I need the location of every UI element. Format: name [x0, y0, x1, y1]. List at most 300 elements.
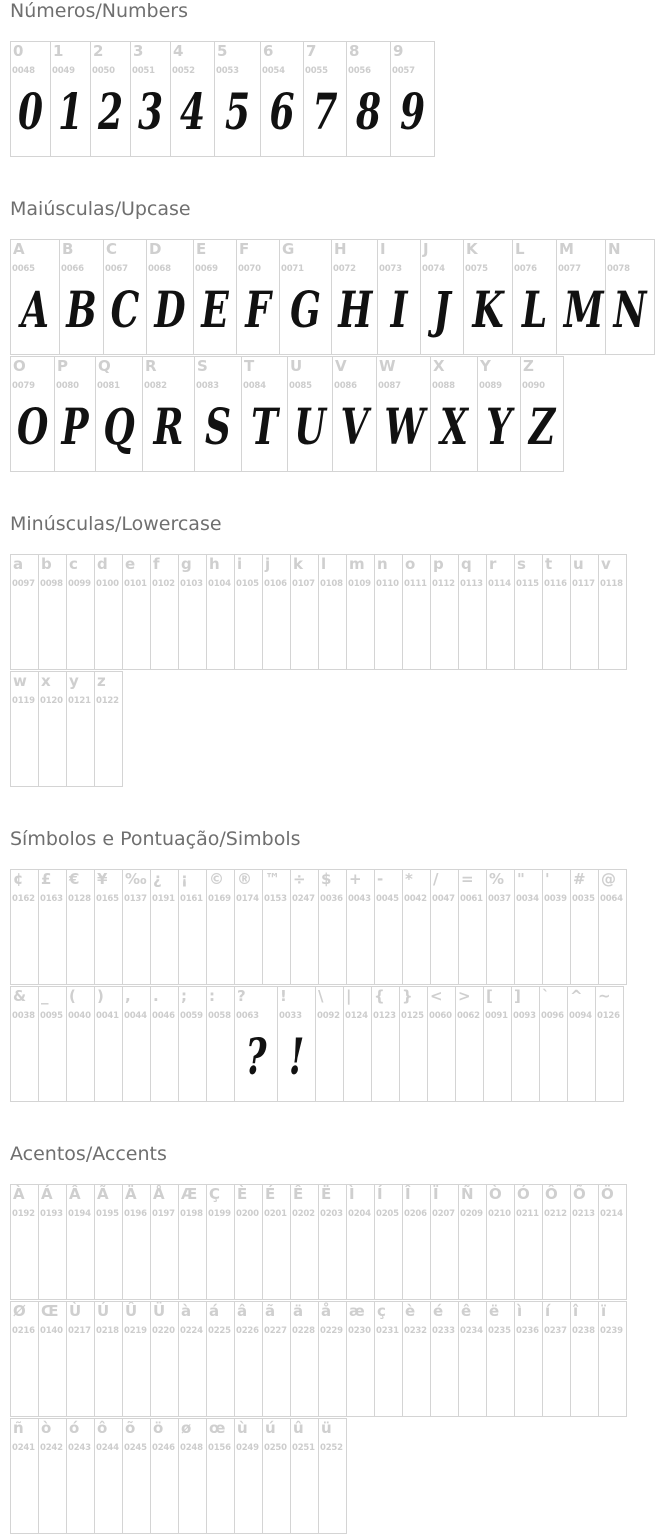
character-label: ¿ [153, 870, 162, 888]
character-code: 0092 [317, 1011, 340, 1021]
glyph-cell [10, 1184, 39, 1300]
character-code: 0034 [516, 894, 539, 904]
glyph-cell [94, 986, 123, 1102]
character-label: O [13, 357, 26, 375]
glyph-cell [290, 1184, 319, 1300]
character-code: 0248 [180, 1443, 203, 1453]
glyph-cell [103, 239, 147, 355]
glyph-cell [402, 554, 431, 670]
character-code: 0227 [264, 1326, 287, 1336]
character-label: È [237, 1185, 248, 1203]
font-glyph-preview: Z [528, 397, 556, 456]
character-code: 0105 [236, 579, 259, 589]
character-label: ó [69, 1419, 80, 1437]
character-code: 0198 [180, 1209, 203, 1219]
character-label: à [181, 1302, 192, 1320]
character-label: X [433, 357, 445, 375]
glyph-cell [38, 554, 67, 670]
character-label: Í [377, 1185, 383, 1203]
character-label: > [458, 987, 471, 1005]
glyph-cell [318, 554, 347, 670]
glyph-cell [94, 671, 123, 787]
character-code: 0239 [600, 1326, 623, 1336]
glyph-cell [178, 986, 207, 1102]
character-code: 0243 [68, 1443, 91, 1453]
glyph-cell [430, 1184, 459, 1300]
character-code: 0099 [68, 579, 91, 589]
character-label: Ç [209, 1185, 221, 1203]
glyph-cell [206, 554, 235, 670]
character-code: 0242 [40, 1443, 63, 1453]
character-label: Å [153, 1185, 165, 1203]
character-label: û [293, 1419, 304, 1437]
character-label: u [573, 555, 584, 573]
character-code: 0064 [600, 894, 623, 904]
glyph-cell [539, 986, 568, 1102]
character-code: 0217 [68, 1326, 91, 1336]
character-label: 6 [263, 42, 274, 60]
glyph-cell [343, 986, 372, 1102]
glyph-cell [150, 554, 179, 670]
glyph-cell [402, 1184, 431, 1300]
character-label: ¥ [97, 870, 108, 888]
character-label: x [41, 672, 51, 690]
glyph-cell [206, 1184, 235, 1300]
character-label: E [196, 240, 207, 258]
character-code: 0046 [152, 1011, 175, 1021]
character-label: A [13, 240, 25, 258]
character-code: 0251 [292, 1443, 315, 1453]
character-label: â [237, 1302, 248, 1320]
glyph-cell [206, 869, 235, 985]
glyph-cell [376, 356, 431, 472]
character-code: 0069 [195, 264, 218, 274]
character-label: ® [237, 870, 252, 888]
character-code: 0100 [96, 579, 119, 589]
character-label: 4 [173, 42, 184, 60]
glyph-cell [122, 986, 151, 1102]
character-code: 0101 [124, 579, 147, 589]
character-label: Õ [573, 1185, 586, 1203]
font-glyph-preview: 6 [269, 82, 295, 141]
character-code: 0220 [152, 1326, 175, 1336]
glyph-cell [234, 1301, 263, 1417]
character-label: æ [349, 1302, 365, 1320]
character-code: 0049 [52, 66, 75, 76]
character-code: 0156 [208, 1443, 231, 1453]
character-code: 0201 [264, 1209, 287, 1219]
character-code: 0211 [516, 1209, 539, 1219]
character-code: 0161 [180, 894, 203, 904]
character-code: 0039 [544, 894, 567, 904]
character-label: ? [237, 987, 246, 1005]
character-code: 0113 [460, 579, 483, 589]
glyph-cell [206, 1301, 235, 1417]
font-glyph-preview: 7 [312, 82, 338, 141]
character-label: G [282, 240, 295, 258]
glyph-cell [390, 41, 435, 157]
character-label: j [265, 555, 271, 573]
glyph-cell [38, 1184, 67, 1300]
glyph-cell [514, 869, 543, 985]
glyph-cell [346, 869, 375, 985]
character-label: i [237, 555, 243, 573]
character-code: 0085 [289, 381, 312, 391]
character-code: 0033 [279, 1011, 302, 1021]
character-label: Ö [601, 1185, 614, 1203]
character-code: 0244 [96, 1443, 119, 1453]
character-label: + [349, 870, 362, 888]
character-code: 0206 [404, 1209, 427, 1219]
character-label: Œ [41, 1302, 59, 1320]
glyph-cell [595, 986, 624, 1102]
character-label: å [321, 1302, 332, 1320]
glyph-cell [430, 869, 459, 985]
character-label: B [62, 240, 74, 258]
font-glyph-preview: E [201, 280, 229, 339]
character-code: 0045 [376, 894, 399, 904]
character-label: = [461, 870, 474, 888]
font-glyph-preview: R [153, 397, 184, 456]
character-label: Æ [181, 1185, 198, 1203]
glyph-cell [514, 1301, 543, 1417]
character-code: 0041 [96, 1011, 119, 1021]
glyph-cell [178, 869, 207, 985]
character-code: 0216 [12, 1326, 35, 1336]
character-label: K [466, 240, 478, 258]
character-code: 0197 [152, 1209, 175, 1219]
glyph-cell [66, 986, 95, 1102]
glyph-cell [10, 671, 39, 787]
character-label: É [265, 1185, 276, 1203]
character-code: 0219 [124, 1326, 147, 1336]
character-code: 0040 [68, 1011, 91, 1021]
glyph-cell [318, 1301, 347, 1417]
character-code: 0071 [281, 264, 304, 274]
glyph-cell [542, 869, 571, 985]
character-code: 0094 [569, 1011, 592, 1021]
character-label: z [97, 672, 106, 690]
glyph-cell [94, 869, 123, 985]
character-code: 0247 [292, 894, 315, 904]
character-code: 0246 [152, 1443, 175, 1453]
glyph-cell [277, 986, 316, 1102]
font-glyph-preview: F [245, 280, 271, 339]
character-label: { [374, 987, 385, 1005]
character-label: £ [41, 870, 52, 888]
glyph-cell [66, 869, 95, 985]
glyph-cell [287, 356, 333, 472]
character-code: 0035 [572, 894, 595, 904]
character-code: 0076 [514, 264, 537, 274]
character-code: 0140 [40, 1326, 63, 1336]
character-label: ò [41, 1419, 52, 1437]
font-glyph-preview: D [154, 280, 186, 339]
glyph-cell [463, 239, 513, 355]
glyph-cell [374, 1301, 403, 1417]
character-code: 0057 [392, 66, 415, 76]
character-code: 0036 [320, 894, 343, 904]
character-code: 0089 [479, 381, 502, 391]
character-code: 0229 [320, 1326, 343, 1336]
character-code: 0088 [432, 381, 455, 391]
character-label: Q [98, 357, 111, 375]
character-code: 0048 [12, 66, 35, 76]
glyph-cell [150, 986, 179, 1102]
section-title: Maiúsculas/Upcase [10, 198, 191, 220]
character-label: é [433, 1302, 444, 1320]
character-label: á [209, 1302, 220, 1320]
character-label: H [334, 240, 347, 258]
glyph-cell [94, 1184, 123, 1300]
glyph-row [10, 41, 434, 157]
glyph-cell [374, 1184, 403, 1300]
character-code: 0047 [432, 894, 455, 904]
character-label: * [405, 870, 413, 888]
character-code: 0090 [522, 381, 545, 391]
character-code: 0109 [348, 579, 371, 589]
character-code: 0250 [264, 1443, 287, 1453]
character-label: è [405, 1302, 416, 1320]
glyph-cell [10, 986, 39, 1102]
glyph-cell [399, 986, 428, 1102]
character-code: 0082 [144, 381, 167, 391]
character-code: 0112 [432, 579, 455, 589]
character-label: s [517, 555, 526, 573]
character-label: Ü [153, 1302, 166, 1320]
glyph-cell [66, 1418, 95, 1534]
character-label: 0 [13, 42, 24, 60]
character-label: \ [318, 987, 324, 1005]
glyph-cell [10, 239, 60, 355]
character-code: 0059 [180, 1011, 203, 1021]
character-code: 0202 [292, 1209, 315, 1219]
glyph-cell [514, 1184, 543, 1300]
glyph-cell [430, 1301, 459, 1417]
character-code: 0042 [404, 894, 427, 904]
character-code: 0114 [488, 579, 511, 589]
character-label: v [601, 555, 611, 573]
character-code: 0125 [401, 1011, 424, 1021]
glyph-cell [332, 356, 377, 472]
character-label: ñ [13, 1419, 24, 1437]
character-label: 5 [217, 42, 228, 60]
glyph-cell [371, 986, 400, 1102]
glyph-cell [542, 1301, 571, 1417]
character-label: : [209, 987, 215, 1005]
glyph-cell [598, 1184, 627, 1300]
character-label: Î [405, 1185, 411, 1203]
glyph-row [10, 986, 623, 1102]
character-code: 0051 [132, 66, 155, 76]
character-code: 0043 [348, 894, 371, 904]
character-label: ô [97, 1419, 108, 1437]
font-glyph-preview: P [61, 397, 89, 456]
character-label: 9 [393, 42, 404, 60]
character-label: 2 [93, 42, 104, 60]
character-code: 0053 [216, 66, 239, 76]
character-code: 0110 [376, 579, 399, 589]
character-code: 0234 [460, 1326, 483, 1336]
character-label: Z [523, 357, 534, 375]
font-glyph-preview: H [338, 280, 373, 339]
character-label: e [125, 555, 136, 573]
glyph-cell [430, 554, 459, 670]
glyph-cell [206, 986, 235, 1102]
glyph-cell [234, 869, 263, 985]
glyph-cell [374, 554, 403, 670]
character-label: ç [377, 1302, 386, 1320]
character-label: À [13, 1185, 25, 1203]
glyph-cell [262, 1418, 291, 1534]
character-code: 0063 [236, 1011, 259, 1021]
font-glyph-preview: 4 [179, 82, 206, 141]
character-code: 0077 [558, 264, 581, 274]
character-code: 0203 [320, 1209, 343, 1219]
glyph-cell [520, 356, 564, 472]
character-code: 0245 [124, 1443, 147, 1453]
character-code: 0081 [97, 381, 120, 391]
character-code: 0079 [12, 381, 35, 391]
character-code: 0108 [320, 579, 343, 589]
glyph-cell [262, 869, 291, 985]
glyph-cell [511, 986, 540, 1102]
glyph-cell [458, 554, 487, 670]
font-glyph-preview: Q [103, 397, 135, 456]
font-glyph-preview: M [563, 280, 604, 339]
character-code: 0056 [348, 66, 371, 76]
character-label: € [69, 870, 80, 888]
character-code: 0192 [12, 1209, 35, 1219]
glyph-cell [178, 1301, 207, 1417]
glyph-row [10, 554, 626, 670]
glyph-cell [318, 1184, 347, 1300]
glyph-cell [142, 356, 195, 472]
character-code: 0249 [236, 1443, 259, 1453]
character-code: 0054 [262, 66, 285, 76]
glyph-cell [556, 239, 606, 355]
character-code: 0226 [236, 1326, 259, 1336]
font-glyph-preview: G [290, 280, 321, 339]
character-code: 0252 [320, 1443, 343, 1453]
character-label: Ô [545, 1185, 558, 1203]
character-label: R [145, 357, 157, 375]
character-label: ú [265, 1419, 276, 1437]
glyph-cell [402, 869, 431, 985]
glyph-cell [458, 869, 487, 985]
font-glyph-preview: 0 [17, 82, 44, 141]
font-glyph-preview: 5 [224, 82, 251, 141]
glyph-cell [430, 356, 478, 472]
glyph-cell [402, 1301, 431, 1417]
character-label: V [335, 357, 347, 375]
character-label: , [125, 987, 131, 1005]
character-label: / [433, 870, 439, 888]
glyph-cell [241, 356, 288, 472]
glyph-cell [150, 1184, 179, 1300]
character-code: 0199 [208, 1209, 231, 1219]
character-code: 0238 [572, 1326, 595, 1336]
character-label: ¢ [13, 870, 24, 888]
character-label: w [13, 672, 27, 690]
font-glyph-preview: Y [486, 397, 512, 456]
font-glyph-preview: O [17, 397, 49, 456]
glyph-cell [178, 1184, 207, 1300]
character-label: Y [480, 357, 491, 375]
glyph-cell [458, 1184, 487, 1300]
character-code: 0233 [432, 1326, 455, 1336]
section-title: Minúsculas/Lowercase [10, 513, 222, 535]
character-code: 0119 [12, 696, 35, 706]
character-label: ï [601, 1302, 607, 1320]
character-label: Ø [13, 1302, 26, 1320]
glyph-cell [570, 1301, 599, 1417]
character-label: t [545, 555, 553, 573]
font-glyph-preview: U [294, 397, 326, 456]
glyph-cell [66, 671, 95, 787]
character-code: 0073 [379, 264, 402, 274]
character-label: 7 [306, 42, 317, 60]
character-label: m [349, 555, 365, 573]
glyph-cell [194, 356, 242, 472]
character-code: 0095 [40, 1011, 63, 1021]
character-label: % [489, 870, 505, 888]
character-code: 0231 [376, 1326, 399, 1336]
glyph-cell [150, 1418, 179, 1534]
character-label: _ [41, 987, 49, 1005]
character-label: c [69, 555, 78, 573]
character-code: 0121 [68, 696, 91, 706]
glyph-cell [346, 1184, 375, 1300]
character-code: 0091 [485, 1011, 508, 1021]
character-code: 0038 [12, 1011, 35, 1021]
glyph-cell [458, 1301, 487, 1417]
glyph-cell [38, 1418, 67, 1534]
glyph-cell [318, 869, 347, 985]
character-label: ` [542, 987, 550, 1005]
glyph-cell [150, 1301, 179, 1417]
glyph-cell [10, 1301, 39, 1417]
character-label: J [423, 240, 429, 258]
character-code: 0117 [572, 579, 595, 589]
character-label: Ù [69, 1302, 82, 1320]
glyph-row [10, 1184, 626, 1300]
character-label: ö [153, 1419, 164, 1437]
character-code: 0212 [544, 1209, 567, 1219]
character-code: 0165 [96, 894, 119, 904]
character-code: 0224 [180, 1326, 203, 1336]
glyph-cell [122, 554, 151, 670]
character-code: 0102 [152, 579, 175, 589]
glyph-cell [262, 554, 291, 670]
glyph-cell [234, 1184, 263, 1300]
character-code: 0120 [40, 696, 63, 706]
character-code: 0055 [305, 66, 328, 76]
character-code: 0163 [40, 894, 63, 904]
character-code: 0083 [196, 381, 219, 391]
character-label: - [377, 870, 384, 888]
character-label: h [209, 555, 220, 573]
glyph-cell [122, 1184, 151, 1300]
character-code: 0169 [208, 894, 231, 904]
character-label: l [321, 555, 327, 573]
character-label: Û [125, 1302, 138, 1320]
glyph-cell [193, 239, 237, 355]
glyph-cell [178, 1418, 207, 1534]
character-code: 0093 [513, 1011, 536, 1021]
glyph-cell [95, 356, 143, 472]
character-label: 3 [133, 42, 144, 60]
